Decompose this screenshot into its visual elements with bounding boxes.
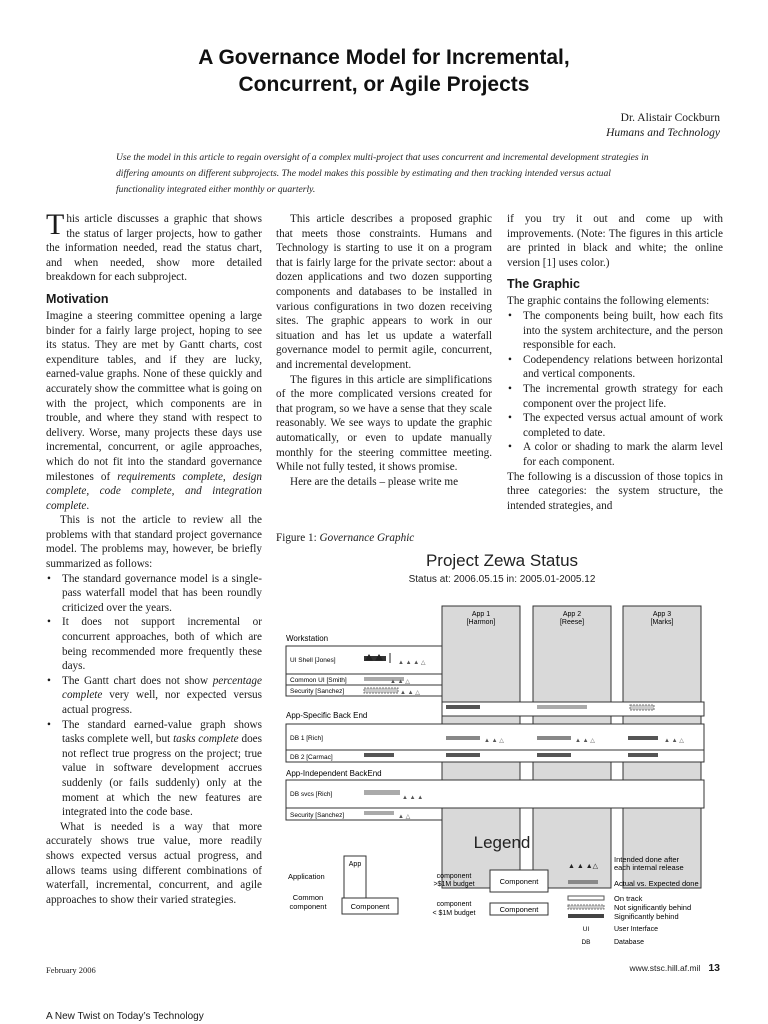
list-item: • The expected versus actual amount of work completed to date.: [508, 412, 723, 439]
svg-text:▲ △: ▲ △: [398, 814, 411, 820]
component-row: [286, 724, 704, 750]
paragraph: The following is a discussion of those topics in three categories: the system structure, the intended strategies, and: [507, 470, 723, 512]
page-footer: [629, 962, 720, 974]
byline: [606, 111, 720, 141]
abstract: Use the model in this article to regain oversight of a complex multi-project that uses concurrent and incremental development strategies in differing amounts on different subprojects. The model makes this possible by estimating and then tracking intended versus actual functionality integrated either monthly or quarterly.: [116, 152, 649, 195]
problems-list: [46, 572, 262, 820]
svg-text:Component: Component: [350, 902, 390, 911]
list-item: • The Gantt chart does not show percentage complete very well, nor expected versus actual progress.: [47, 674, 262, 716]
svg-text:Component: Component: [499, 905, 539, 914]
problems-paragraph: This is not the article to review all the problems with that standard project governance model. The problems may, however, be briefly summarized as follows:: [46, 514, 262, 571]
svg-text:App: App: [348, 861, 362, 868]
paragraph: The graphic contains the following elements:: [507, 295, 710, 308]
svg-text:Component: Component: [499, 877, 539, 886]
svg-text:Application: Application: [288, 872, 325, 881]
svg-text:each internal release: each internal release: [614, 863, 684, 872]
list-item: • The standard earned-value graph shows tasks complete well, but tasks complete does not reflect true progress on the project; true value in software development accrues suddenly (or fails suddenly) only at the moment at which the new features are integrated into the code base.: [47, 718, 262, 819]
paragraph: The figures in this article are simplifications of the more complicated versions created for that program, so we have a sense that they scale reasonably. We see ways to update the graphic automatically, or even to update manually monthly for the steering committee meeting. While not fully tested, it shows promise.: [276, 373, 492, 474]
elements-list: [507, 309, 723, 470]
group-label: Workstation: [286, 634, 329, 643]
svg-text:On track: On track: [614, 894, 643, 903]
title-line-1: A Governance Model for Incremental,: [198, 46, 570, 69]
legend-key: [568, 855, 699, 946]
motivation-paragraph: Imagine a steering committee opening a large binder for a fairly large project, hoping to see its status. They are met by Gantt charts, cost expenditure tables, and if they are lucky, earned-value graphs. None of these quickly and accurately show the committee what is going on with the project, which components are in trouble, and where they stand with respect to delivery. Worse, many projects these days use incremental, concurrent, or agile approaches, which do not fit into the standard governance milestones of requirements complete, design complete, code complete, and integration complete.: [46, 309, 262, 512]
svg-text:Not significantly behind: Not significantly behind: [614, 903, 692, 912]
app-name: App 2: [562, 611, 582, 618]
list-item: • It does not support incremental or concurrent approaches, both of which are being recommended more frequently these days.: [47, 616, 262, 673]
column-3: [507, 212, 723, 513]
svg-text:▲ ▲ △: ▲ ▲ △: [484, 738, 504, 744]
legend-application: [288, 856, 398, 914]
svg-text:< $1M budget: < $1M budget: [432, 910, 476, 917]
svg-text:User Interface: User Interface: [614, 926, 658, 933]
author-affiliation: Humans and Technology: [606, 127, 720, 139]
column-1: [46, 208, 262, 907]
svg-text:Common: Common: [292, 893, 324, 902]
app-owner: [Marks]: [650, 619, 674, 626]
svg-text:DB 2 [Carmac]: DB 2 [Carmac]: [290, 754, 333, 761]
list-item: • The components being built, how each fits into the system architecture, and the person responsible for each.: [508, 309, 723, 352]
paragraph: Here are the details – please write me: [290, 475, 459, 488]
svg-text:▲ ▲ ▲: ▲ ▲ ▲: [402, 795, 424, 801]
list-item: • A color or shading to mark the alarm level for each component.: [508, 441, 723, 468]
motivation-heading: Motivation: [46, 291, 109, 306]
governance-graphic: [280, 540, 724, 960]
app-owner: [Harmon]: [466, 619, 496, 626]
svg-text:Common UI [Smith]: Common UI [Smith]: [290, 677, 347, 684]
closing-paragraph: What is needed is a way that more accurately shows true value, more readily shows expected versus actual progress, and allows teams using different combinations of waterfall, incremental, concurrent, and agile approaches to show their varied strategies.: [46, 820, 262, 906]
svg-text:▲ ▲ ▲ △: ▲ ▲ ▲ △: [398, 660, 426, 666]
page-number: 13: [708, 962, 720, 974]
svg-text:Security [Sanchez]: Security [Sanchez]: [290, 812, 345, 819]
component-row: [286, 646, 442, 674]
intro-paragraph: This article discusses a graphic that shows the status of larger projects, how to gather the information needed, read the status chart, and when needed, show more detailed breakdown for each subproject.: [46, 208, 262, 284]
svg-text:DB svcs [Rich]: DB svcs [Rich]: [290, 791, 333, 798]
graphic-heading: The Graphic: [507, 277, 580, 292]
author-name: Dr. Alistair Cockburn: [620, 112, 720, 124]
svg-text:Intended done after: Intended done after: [614, 855, 680, 864]
svg-text:component: component: [436, 901, 472, 908]
svg-text:▲ ▲ △: ▲ ▲ △: [575, 738, 595, 744]
svg-text:DB: DB: [581, 939, 591, 946]
figure-caption: Figure 1: Governance Graphic: [276, 532, 415, 544]
component-row: [286, 750, 704, 762]
paragraph: This article describes a proposed graphic that meets those constraints. Humans and Technology is starting to use it on a program that is fairly large for the private sector: about a dozen applications and two dozen supporting components and databases to be installed in various configurations in two dozen receiving sites. The graphic appears to work in our situation and has let us update a waterfall governance model to permit agile, concurrent, and incremental development.: [276, 213, 492, 371]
article-title: [0, 44, 768, 98]
component-row: [286, 685, 442, 696]
svg-text:▲ ▲ △: ▲ ▲ △: [390, 679, 410, 685]
list-item: • Codependency relations between horizontal and vertical components.: [508, 353, 723, 381]
component-row: [286, 780, 704, 808]
app-name: App 3: [652, 611, 672, 618]
journal-url: www.stsc.hill.af.mil: [629, 963, 701, 973]
svg-text:component: component: [436, 873, 472, 880]
legend-title: Legend: [473, 833, 531, 852]
column-2: [276, 212, 492, 489]
svg-text:component: component: [289, 902, 327, 911]
svg-text:Actual vs. Expected done: Actual vs. Expected done: [614, 879, 699, 888]
svg-text:▲ ▲ △: ▲ ▲ △: [664, 738, 684, 744]
svg-text:Security [Sanchez]: Security [Sanchez]: [290, 688, 345, 695]
svg-text:>$1M budget: >$1M budget: [433, 881, 475, 888]
status-line: Status at: 2006.05.15 in: 2005.01-2005.12: [408, 574, 596, 585]
svg-text:UI: UI: [582, 926, 590, 933]
section-name: A New Twist on Today’s Technology: [46, 1011, 204, 1022]
list-item: • The incremental growth strategy for each component over the project life.: [508, 382, 723, 410]
component-row: [286, 674, 442, 685]
svg-text:Database: Database: [614, 939, 644, 946]
component-row: [286, 808, 442, 820]
paragraph: if you try it out and come up with improvements. (Note: The figures in this article are printed in black and white; the online version [1] uses color.): [507, 213, 723, 269]
drop-cap: T: [46, 208, 65, 241]
chart-title: Project Zewa Status: [425, 551, 579, 570]
svg-text:UI Shell [Jones]: UI Shell [Jones]: [290, 657, 336, 664]
group-label: App-Specific Back End: [286, 711, 368, 720]
title-line-2: Concurrent, or Agile Projects: [238, 73, 530, 96]
svg-text:▲ ▲ △: ▲ ▲ △: [400, 690, 420, 696]
app-name: App 1: [471, 611, 491, 618]
app-owner: [Reese]: [559, 619, 585, 626]
legend-budget: [432, 870, 548, 917]
svg-text:▲ ▲ ▲△: ▲ ▲ ▲△: [568, 863, 599, 870]
svg-text:DB 1 [Rich]: DB 1 [Rich]: [290, 735, 323, 742]
list-item: • The standard governance model is a single-pass waterfall model that has been roundly criticized over the years.: [47, 572, 262, 614]
group-label: App-Independent BackEnd: [286, 769, 382, 778]
svg-text:Significantly behind: Significantly behind: [614, 912, 679, 921]
issue-date: February 2006: [46, 965, 96, 975]
